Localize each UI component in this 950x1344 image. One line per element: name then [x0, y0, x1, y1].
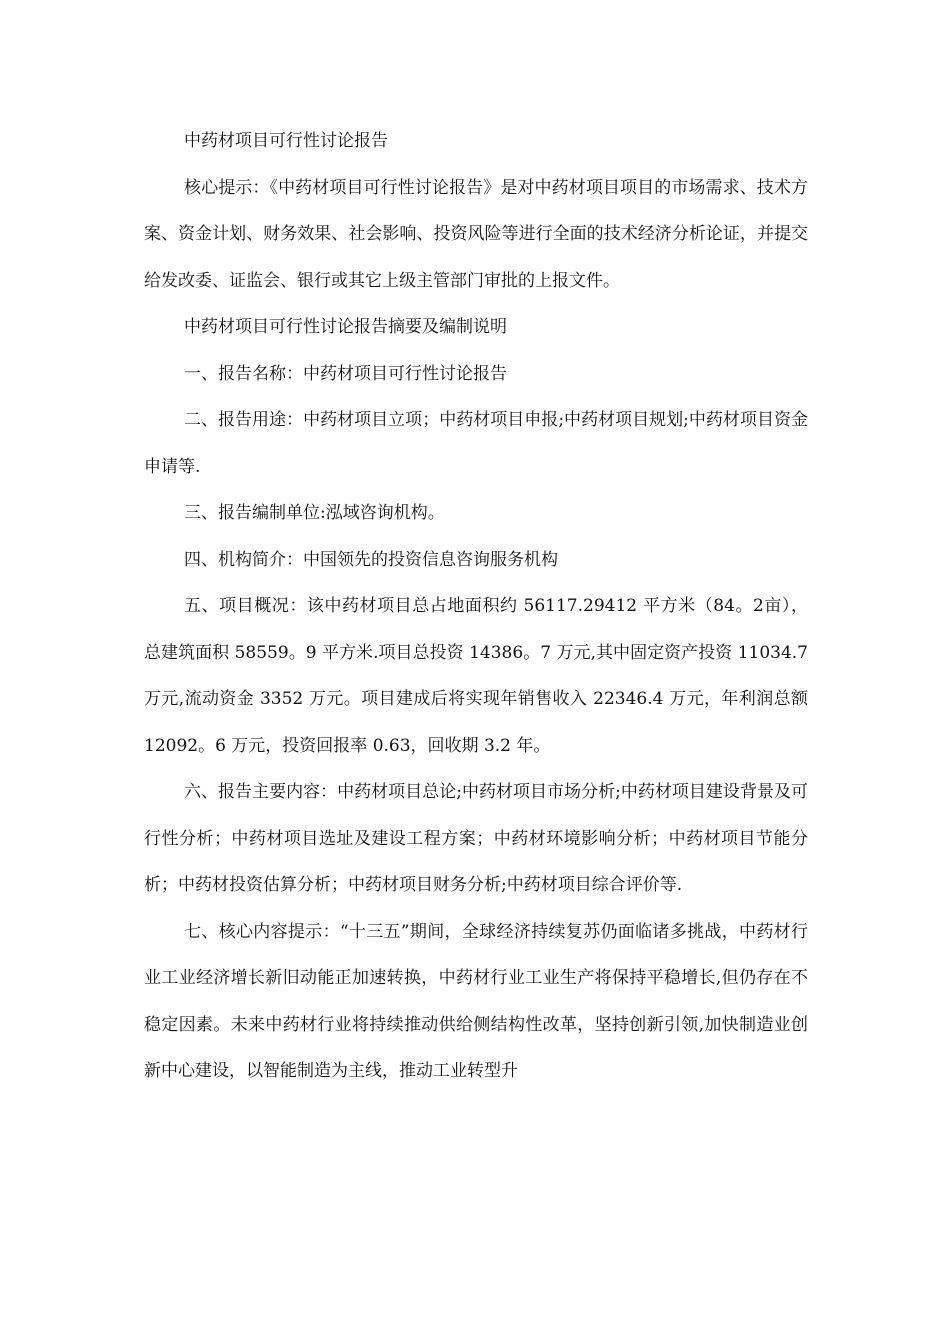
- core-summary-paragraph: 核心提示：《中药材项目可行性讨论报告》是对中药材项目项目的市场需求、技术方案、资金计划、财务效果、社会影响、投资风险等进行全面的技术经济分析论证，并提交给发改委、证监会、银行或其它上级主管部门审批的上报文件。: [144, 177, 808, 291]
- main-contents-item: 六、报告主要内容：中药材项目总论;中药材项目市场分析;中药材项目建设背景及可行性分析；中药材项目选址及建设工程方案；中药材环境影响分析；中药材项目节能分析；中药材投资估算分析；中药材项目财务分析;中药材项目综合评价等.: [144, 782, 808, 895]
- report-name-item: 一、报告名称：中药材项目可行性讨论报告: [184, 363, 507, 384]
- document-body: [144, 118, 808, 1095]
- summary-heading: 中药材项目可行性讨论报告摘要及编制说明: [184, 317, 507, 337]
- document-title: 中药材项目可行性讨论报告: [184, 131, 388, 151]
- core-content-item: 七、核心内容提示：“十三五”期间，全球经济持续复苏仍面临诸多挑战，中药材行业工业经济增长新旧动能正加速转换，中药材行业工业生产将保持平稳增长,但仍存在不稳定因素。未来中药材行业将持续推动供给侧结构性改革，坚持创新引领,加快制造业创新中心建设，以智能制造为主线，推动工业转型升: [144, 921, 808, 1081]
- report-usage-item: 二、报告用途：中药材项目立项；中药材项目申报;中药材项目规划;中药材项目资金申请等.: [144, 410, 808, 477]
- compiling-unit-item: 三、报告编制单位:泓域咨询机构。: [184, 503, 445, 523]
- agency-intro-item: 四、机构简介：中国领先的投资信息咨询服务机构: [184, 549, 558, 570]
- project-overview-item: 五、项目概况：该中药材项目总占地面积约 56117.29412 平方米（84。2亩），总建筑面积 58559。9 平方米.项目总投资 14386。7 万元,其中固定资产投资 11034.7 万元,流动资金 3352 万元。项目建成后将实现年销售收入 22346.4 万元，年利润总额 12092。6 万元，投资回报率 0.63，回收期 3.2 年。: [144, 596, 808, 756]
